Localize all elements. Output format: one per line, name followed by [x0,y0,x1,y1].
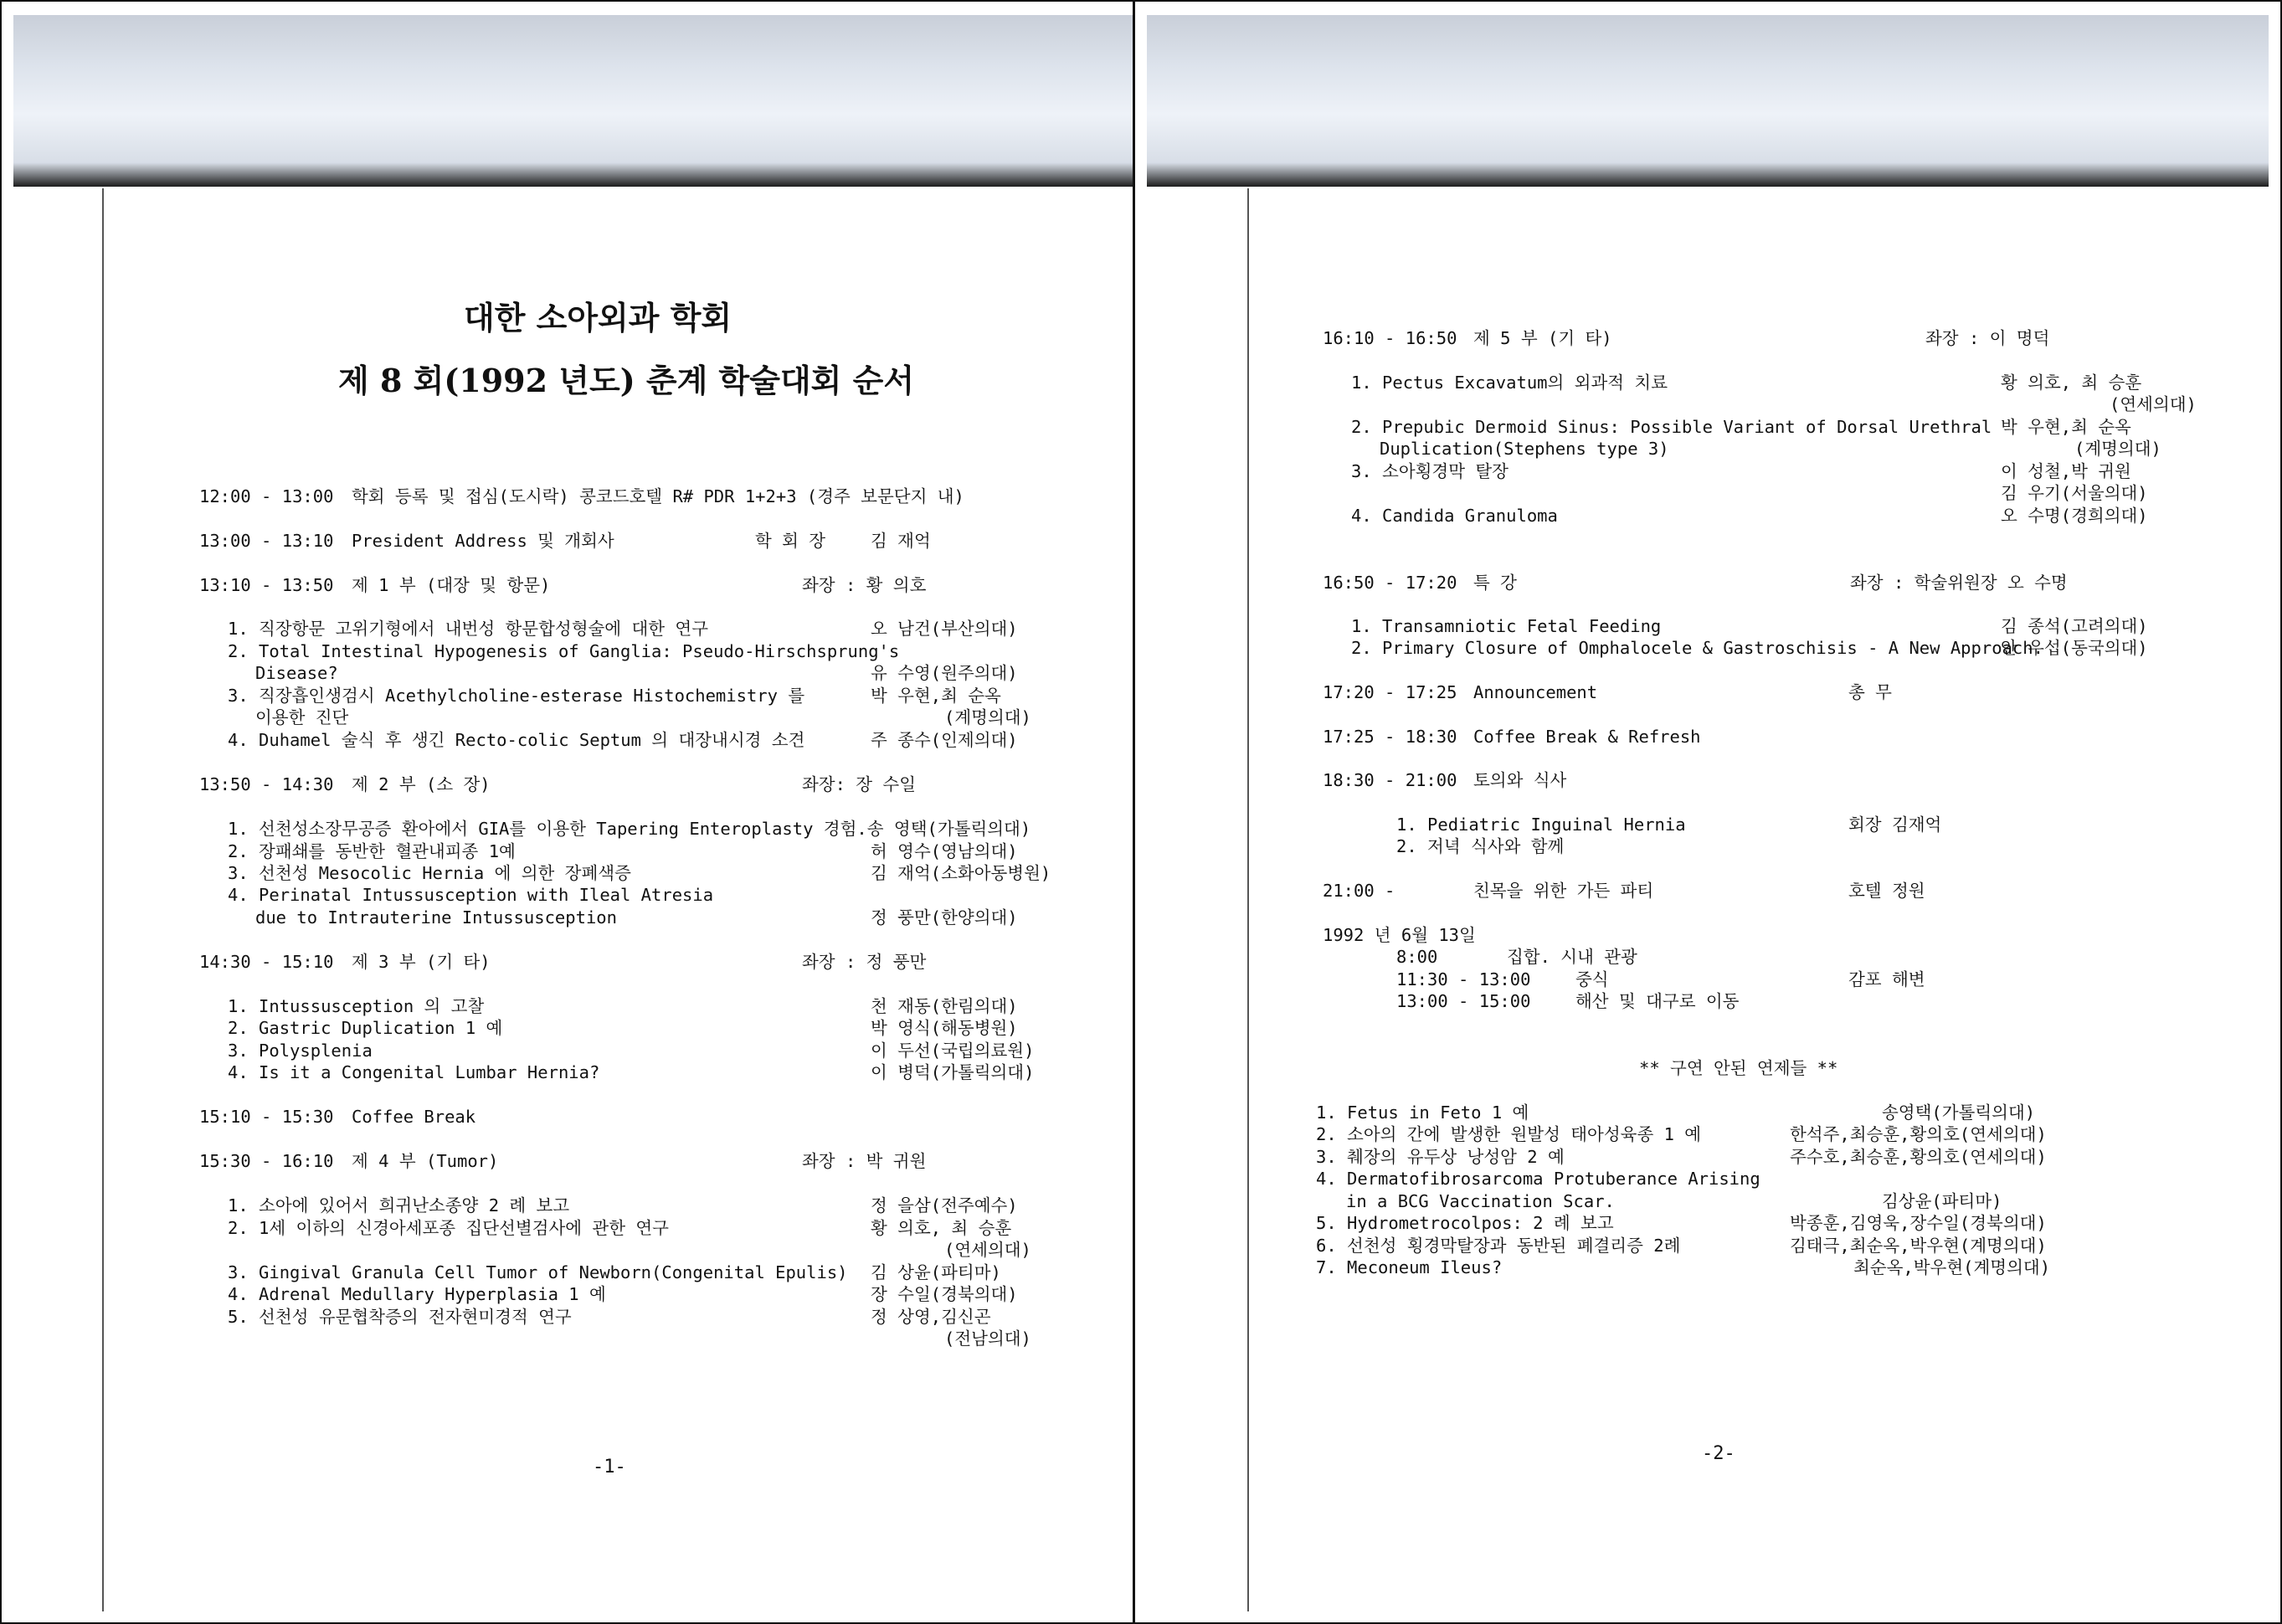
list-item-cont: 이용한 진단 [255,707,349,727]
list-item-author: 정 상영,김신곤 [871,1307,991,1327]
scan-shadow-right [1147,15,2269,187]
list-item: 1. 직장항문 고위기형에서 내번성 항문합성형술에 대한 연구 [228,619,709,639]
session-name: 김 재억 [871,531,931,551]
session-time: 12:00 - 13:00 [199,486,334,506]
session-time: 13:10 - 13:50 [199,575,334,595]
session-title: 특 강 [1473,573,1517,593]
list-item-author: 박 우현,최 순옥 [871,686,1001,706]
list-item-author: 박종훈,김영욱,장수일(경북의대) [1790,1213,2047,1233]
list-item: 5. 선천성 유문협착증의 전자현미경적 연구 [228,1307,572,1327]
session-title: 학회 등록 및 접심(도시락) 콩코드호텔 R# PDR 1+2+3 (경주 보문단지 내) [352,486,964,506]
list-item-author: 장 수일(경북의대) [871,1284,1018,1304]
list-item-author: 한석주,최승훈,황의호(연세의대) [1790,1124,2047,1144]
list-item-author: 김 재억(소화아동병원) [871,863,1051,883]
list-item: 2. Total Intestinal Hypogenesis of Ganglia: Pseudo-Hirschsprung's [228,641,900,661]
list-item-cont: Duplication(Stephens type 3) [1380,439,1669,459]
list-item-author: 오 수명(경희의대) [2001,506,2148,526]
list-item-author: 김 종석(고려의대) [2001,616,2148,636]
session-time: 18:30 - 21:00 [1323,770,1457,790]
session-time: 14:30 - 15:10 [199,952,334,972]
list-item: 2. 1세 이하의 신경아세포종 집단선별검사에 관한 연구 [228,1218,669,1238]
session-chair: 좌장 : 황 의호 [802,575,927,595]
page-divider [1133,0,1135,1624]
session-place: 호텔 정원 [1848,881,1925,901]
list-item-author: 황 의호, 최 승훈 [2001,373,2142,393]
list-item: 2. 저녁 식사와 함께 [1396,836,1565,856]
list-item-author: 회장 김재억 [1848,815,1942,835]
list-item-author: 김 우기(서울의대) [2001,483,2148,503]
session-title: 토의와 식사 [1473,770,1567,790]
session-title: 친목을 위한 가든 파티 [1473,881,1654,901]
schedule-time: 13:00 - 15:00 [1396,991,1531,1011]
list-item-author: 김태극,최순옥,박우현(계명의대) [1790,1236,2047,1256]
list-item: 1. Pediatric Inguinal Hernia [1396,815,1686,835]
list-item: 4. Dermatofibrosarcoma Protuberance Arising [1316,1169,1760,1189]
session-chair: 좌장 : 박 귀원 [802,1151,927,1171]
list-item-author: 천 재동(한림의대) [871,996,1018,1016]
list-item-author: 김 상윤(파티마) [871,1262,1001,1282]
list-item: 3. Gingival Granula Cell Tumor of Newborn(Congenital Epulis) [228,1262,848,1282]
session-time: 16:10 - 16:50 [1323,328,1457,348]
list-item: 2. Gastric Duplication 1 예 [228,1018,503,1038]
list-item-author: 박 영식(해동병원) [871,1018,1018,1038]
list-item: 3. 선천성 Mesocolic Hernia 에 의한 장폐색증 [228,863,631,883]
list-item: 1. 선천성소장무공증 환아에서 GIA를 이용한 Tapering Enteroplasty 경험.송 영택(가톨릭의대) [228,819,1031,839]
list-item: 4. Duhamel 술식 후 생긴 Recto-colic Septum 의 대장내시경 소견 [228,730,805,750]
session-title: Coffee Break & Refresh [1473,727,1701,747]
list-item: 1. Pectus Excavatum의 외과적 치료 [1351,373,1668,393]
schedule-item: 해산 및 대구로 이동 [1575,991,1740,1011]
page-subtitle: 제 8 회(1992 년도) 춘계 학술대회 순서 [338,362,915,399]
schedule-item: 집합. 시내 관광 [1507,947,1637,967]
list-item: 4. Candida Granuloma [1351,506,1558,526]
list-item-author: 이 병덕(가톨릭의대) [871,1062,1035,1082]
list-item-author: 허 영수(영남의대) [871,841,1018,861]
list-item-author: 송영택(가톨릭의대) [1882,1102,2036,1123]
list-item-affil: (연세의대) [944,1240,1031,1260]
list-item-affil: (계명의대) [944,707,1031,727]
list-item: 5. Hydrometrocolpos: 2 례 보고 [1316,1213,1614,1233]
session-title: Announcement [1473,682,1598,702]
list-item: 4. Is it a Congenital Lumbar Hernia? [228,1062,600,1082]
list-item: 7. Meconeum Ileus? [1316,1257,1503,1277]
session-title: 제 4 부 (Tumor) [352,1151,499,1171]
list-item-affil: (계명의대) [2074,439,2161,459]
session-role: 학 회 장 [755,531,826,551]
list-item: 2. Prepubic Dermoid Sinus: Possible Variant of Dorsal Urethral [1351,417,1992,437]
session-time: 13:00 - 13:10 [199,531,334,551]
page-number: -1- [593,1457,626,1478]
scan-shadow-left [13,15,1133,187]
session-time: 17:25 - 18:30 [1323,727,1457,747]
list-item-author: 정 풍만(한양의대) [871,907,1018,928]
unpresented-heading: ** 구연 안된 연제들 ** [1639,1058,1838,1078]
list-item-author: 주수호,최승훈,황의호(연세의대) [1790,1147,2047,1167]
session-time: 21:00 - [1323,881,1395,901]
list-item-cont: due to Intrauterine Intussusception [255,907,617,928]
schedule-place: 감포 해변 [1848,969,1925,989]
list-item-cont: Disease? [255,663,338,683]
schedule-date: 1992 년 6월 13일 [1323,925,1476,945]
session-chair: 좌장 : 이 명덕 [1925,328,2050,348]
list-item-author: 이 성철,박 귀원 [2001,461,2131,481]
session-title: President Address 및 개회사 [352,531,614,551]
list-item-author: 황 의호, 최 승훈 [871,1218,1012,1238]
session-time: 16:50 - 17:20 [1323,573,1457,593]
session-time: 13:50 - 14:30 [199,774,334,794]
schedule-item: 중식 [1575,969,1609,989]
list-item: 2. 장패쇄를 동반한 혈관내피종 1예 [228,841,516,861]
schedule-time: 8:00 [1396,947,1438,967]
session-time: 15:30 - 16:10 [199,1151,334,1171]
page-title: 대한 소아외과 학회 [464,299,732,337]
list-item-author: 박 우현,최 순옥 [2001,417,2131,437]
list-item-author: 이 두선(국립의료원) [871,1041,1035,1061]
session-chair: 좌장 : 학술위원장 오 수명 [1850,573,2068,593]
list-item: 3. Polysplenia [228,1041,373,1061]
schedule-time: 11:30 - 13:00 [1396,969,1531,989]
list-item: 1. 소아에 있어서 희귀난소종양 2 례 보고 [228,1195,570,1215]
list-item-author: 주 종수(인제의대) [871,730,1018,750]
list-item: 2. 소아의 간에 발생한 원발성 태아성육종 1 예 [1316,1124,1702,1144]
list-item: 6. 선천성 횡경막탈장과 동반된 폐결리증 2례 [1316,1236,1681,1256]
list-item-author: 오 남건(부산의대) [871,619,1018,639]
session-chair: 좌장 : 정 풍만 [802,952,927,972]
session-title: 제 5 부 (기 타) [1473,328,1612,348]
session-chair: 좌장: 장 수일 [802,774,917,794]
session-title: Coffee Break [352,1107,476,1127]
list-item: 4. Perinatal Intussusception with Ileal Atresia [228,885,714,905]
list-item: 3. 소아횡경막 탈장 [1351,461,1508,481]
session-title: 제 3 부 (기 타) [352,952,491,972]
list-item-affil: (연세의대) [2110,394,2197,414]
page-edge-left [102,188,104,1611]
session-time: 15:10 - 15:30 [199,1107,334,1127]
page-edge-right [1247,188,1249,1611]
page-number: -2- [1702,1443,1735,1464]
list-item-author: 정 을삼(전주예수) [871,1195,1018,1215]
list-item-cont: in a BCG Vaccination Scar. [1346,1191,1615,1211]
session-name: 총 무 [1848,682,1892,702]
list-item: 3. 직장흡인생검시 Acethylcholine-esterase Histochemistry 를 [228,686,805,706]
list-item-author: 유 수영(원주의대) [871,663,1018,683]
list-item-author: 김상윤(파티마) [1882,1191,2002,1211]
list-item: 3. 췌장의 유두상 낭성암 2 예 [1316,1147,1565,1167]
session-title: 제 2 부 (소 장) [352,774,491,794]
list-item: 2. Primary Closure of Omphalocele & Gastroschisis - A New Approach. [1351,638,2043,658]
list-item: 1. Fetus in Feto 1 예 [1316,1102,1529,1123]
list-item: 1. Intussusception 의 고찰 [228,996,485,1016]
list-item-author: 안 우섭(동국의대) [2001,638,2148,658]
session-title: 제 1 부 (대장 및 항문) [352,575,551,595]
list-item: 4. Adrenal Medullary Hyperplasia 1 예 [228,1284,606,1304]
session-time: 17:20 - 17:25 [1323,682,1457,702]
list-item: 1. Transamniotic Fetal Feeding [1351,616,1662,636]
list-item-affil: (전남의대) [944,1328,1031,1349]
list-item-author: 최순옥,박우현(계명의대) [1853,1257,2051,1277]
